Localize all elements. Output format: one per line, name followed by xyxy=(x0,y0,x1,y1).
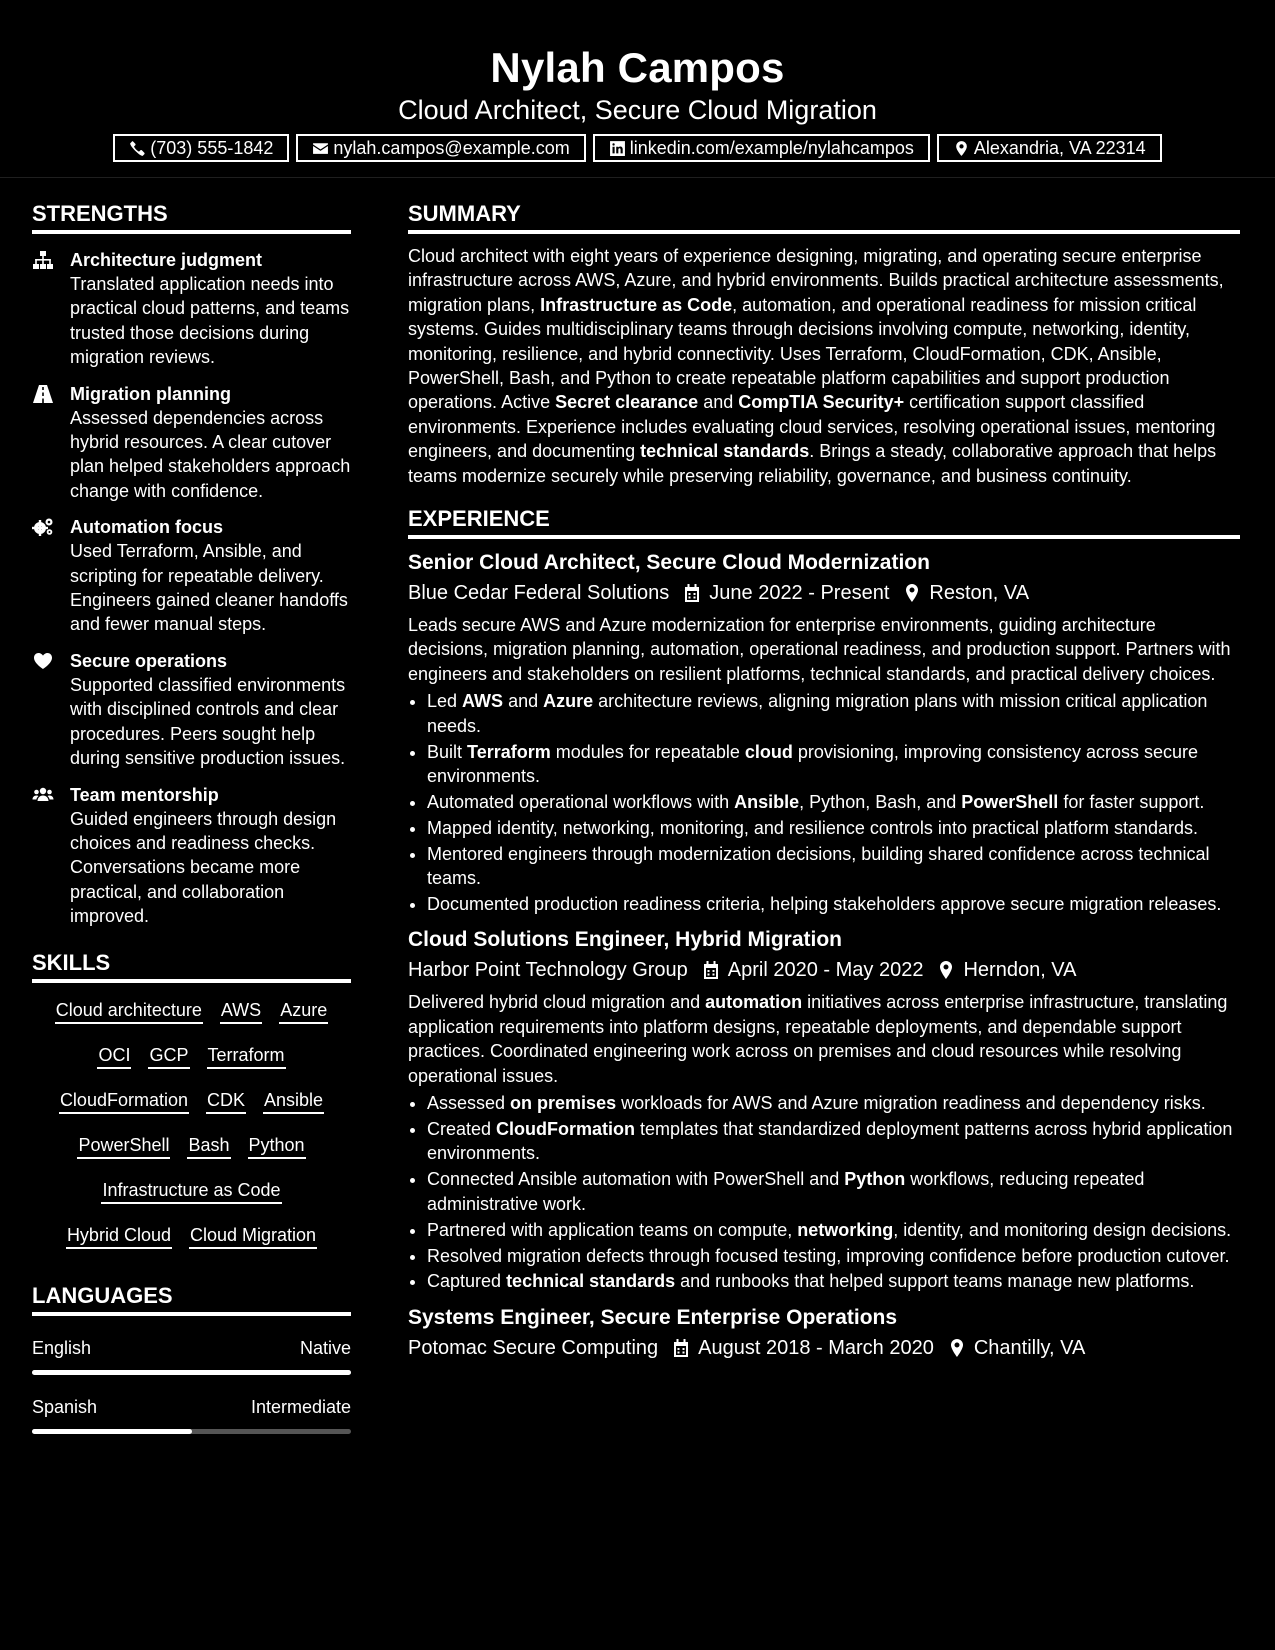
text-run: architecture reviews, aligning migration plans with mission critical application needs. xyxy=(427,691,1208,736)
skill-row xyxy=(32,1088,351,1114)
text-run: and xyxy=(503,691,544,712)
text-run: Leads secure AWS and Azure modernization for enterprise environments, guiding architecture decisions, migration planning, automation, operational readiness, and production support. Partners with engineers and stakeholders on resilient platforms, technical standards, and practical delivery choices. xyxy=(408,615,1231,684)
skill-tag: Cloud architecture xyxy=(55,998,203,1024)
text-run: Resolved migration defects through focused testing, improving confidence before production cutover. xyxy=(427,1245,1230,1266)
bullet-item xyxy=(427,842,1240,891)
gears-icon xyxy=(32,517,54,537)
proficiency-bar xyxy=(32,1429,351,1434)
skills-list xyxy=(32,998,351,1249)
languages-list xyxy=(32,1336,351,1434)
skill-row xyxy=(32,1043,351,1069)
map-pin-icon xyxy=(903,583,921,603)
proficiency-bar xyxy=(32,1370,351,1375)
strength-desc: Supported classified environments with disciplined controls and clear procedures. Peers sought help during sensitive production issues. xyxy=(70,674,346,769)
job-bullets xyxy=(408,1091,1240,1294)
skill-tag: Infrastructure as Code xyxy=(101,1178,281,1204)
company-name: Potomac Secure Computing xyxy=(408,1336,659,1359)
calendar-icon xyxy=(702,960,720,980)
text-run: and xyxy=(698,392,739,413)
text-run: initiatives across enterprise infrastructure, translating application requirements into platform designs, repeatable deployments, and dependable support practices. Coordinated engineering work across on premises and cloud resources while resolving operational issues. xyxy=(408,992,1228,1086)
bold-text: AWS xyxy=(462,691,504,712)
job-location: Chantilly, VA xyxy=(973,1336,1086,1359)
strength-title: Automation focus xyxy=(70,517,223,538)
bullet-item xyxy=(427,1117,1240,1166)
text-run: and runbooks that helped support teams manage new platforms. xyxy=(675,1271,1195,1292)
text-run: Delivered hybrid cloud migration and xyxy=(408,992,706,1013)
text-run: Documented production readiness criteria, helping stakeholders approve secure migration releases. xyxy=(427,894,1222,915)
strengths-heading: STRENGTHS xyxy=(32,200,351,234)
map-pin-icon xyxy=(937,960,955,980)
linkedin-text: linkedin.com/example/nylahcampos xyxy=(629,137,914,158)
text-run: Led xyxy=(427,691,463,712)
envelope-icon xyxy=(312,140,329,157)
strength-item xyxy=(32,382,351,504)
resume-header xyxy=(0,0,1275,178)
strength-desc: Assessed dependencies across hybrid resources. A clear cutover plan helped stakeholders approach change with confidence. xyxy=(70,407,351,501)
skill-tag: Azure xyxy=(279,998,328,1024)
strength-title: Migration planning xyxy=(70,383,231,404)
text-run: for faster support. xyxy=(1058,791,1205,812)
text-run: modules for repeatable xyxy=(550,741,745,762)
bold-text: CloudFormation xyxy=(496,1118,636,1139)
contact-phone[interactable] xyxy=(113,134,289,162)
map-pin-icon xyxy=(948,1338,966,1358)
job-meta xyxy=(408,956,1240,984)
bullet-item xyxy=(427,740,1240,789)
skill-tag: PowerShell xyxy=(77,1133,170,1159)
text-run: Cloud architect with eight years of experience designing, migrating, and operating secure enterprise infrastructure across AWS, Azure, and hybrid environments. Builds practical architecture assessments, migration plans, xyxy=(408,246,1224,315)
text-run: , automation, and operational readiness for mission critical systems. Guides multidisciplinary teams through decisions involving compute, networking, identity, monitoring, resilience, and hybrid connectivity. Uses Terraform, CloudFormation, CDK, Ansible, PowerShell, Bash, and Python to create repeatable platform capabilities and support production operations. Active xyxy=(408,294,1197,413)
job-entry xyxy=(408,1304,1240,1362)
job-location: Herndon, VA xyxy=(963,959,1077,982)
text-run: Connected Ansible automation with PowerShell and xyxy=(427,1169,845,1190)
text-run: workloads for AWS and Azure migration readiness and dependency risks. xyxy=(616,1093,1206,1114)
contact-email[interactable] xyxy=(296,134,585,162)
job-meta xyxy=(408,1334,1240,1362)
strengths-list xyxy=(32,248,351,929)
text-run: Mentored engineers through modernization decisions, building shared confidence across technical teams. xyxy=(427,843,1210,889)
bullet-item xyxy=(427,1269,1240,1293)
skill-tag: OCI xyxy=(97,1043,131,1069)
bold-text: technical standards xyxy=(506,1271,676,1292)
languages-heading: LANGUAGES xyxy=(32,1282,351,1316)
skill-tag: Ansible xyxy=(263,1088,324,1114)
language-level: Native xyxy=(299,1337,351,1358)
left-column xyxy=(32,200,351,1434)
job-location: Reston, VA xyxy=(929,582,1030,605)
skill-row xyxy=(32,1223,351,1249)
company-name: Blue Cedar Federal Solutions xyxy=(408,582,670,605)
language-name: English xyxy=(32,1337,92,1358)
bold-text: Infrastructure as Code xyxy=(540,294,733,315)
heart-icon xyxy=(32,651,54,671)
bold-text: cloud xyxy=(744,741,793,762)
text-run: workflows, reducing repeated administrative work. xyxy=(427,1169,1145,1214)
text-run: , Python, Bash, and xyxy=(799,791,962,812)
proficiency-fill xyxy=(32,1429,192,1434)
strength-title: Team mentorship xyxy=(70,784,219,805)
job-dates: August 2018 - March 2020 xyxy=(698,1336,934,1359)
skill-tag: Hybrid Cloud xyxy=(66,1223,172,1249)
bold-text: technical standards xyxy=(640,441,810,462)
bold-text: Python xyxy=(844,1169,906,1190)
phone-text: (703) 555-1842 xyxy=(150,137,274,158)
company-name: Harbor Point Technology Group xyxy=(408,959,688,982)
users-icon xyxy=(32,785,54,805)
bold-text: PowerShell xyxy=(961,791,1059,812)
strength-desc: Used Terraform, Ansible, and scripting for repeatable delivery. Engineers gained cleaner handoffs and fewer manual steps. xyxy=(70,541,348,635)
strength-item xyxy=(32,649,351,771)
strength-item xyxy=(32,248,351,370)
bold-text: Azure xyxy=(543,691,594,712)
bold-text: on premises xyxy=(510,1093,617,1114)
job-dates: April 2020 - May 2022 xyxy=(727,959,924,982)
strength-title: Architecture judgment xyxy=(70,250,263,270)
language-name: Spanish xyxy=(32,1396,98,1417)
experience-heading: EXPERIENCE xyxy=(408,505,1240,539)
skill-row xyxy=(32,1178,351,1204)
bold-text: Terraform xyxy=(467,741,551,762)
candidate-name: Nylah Campos xyxy=(490,44,785,91)
bullet-item xyxy=(427,1091,1240,1115)
calendar-icon xyxy=(683,583,701,603)
job-title: Cloud Solutions Engineer, Hybrid Migration xyxy=(408,928,843,952)
text-run: Assessed xyxy=(427,1093,511,1114)
skill-row xyxy=(32,1133,351,1159)
text-run: , identity, and monitoring design decisions. xyxy=(893,1219,1232,1240)
skill-tag: Terraform xyxy=(207,1043,286,1069)
text-run: Partnered with application teams on compute, xyxy=(427,1219,798,1240)
strength-title: Secure operations xyxy=(70,650,228,671)
summary-text xyxy=(408,244,1240,488)
language-row xyxy=(32,1336,351,1360)
proficiency-fill xyxy=(32,1370,351,1375)
text-run: templates that standardized deployment patterns across hybrid application environments. xyxy=(427,1118,1233,1164)
job-title: Senior Cloud Architect, Secure Cloud Modernization xyxy=(408,551,930,575)
text-run: . Brings a steady, collaborative approach that helps teams modernize securely while preserving reliability, governance, and business continuity. xyxy=(408,441,1217,486)
candidate-title: Cloud Architect, Secure Cloud Migration xyxy=(398,95,877,125)
skill-tag: CloudFormation xyxy=(59,1088,189,1114)
road-icon xyxy=(32,384,54,404)
skill-tag: AWS xyxy=(220,998,262,1024)
bullet-item xyxy=(427,1244,1240,1268)
bold-text: Ansible xyxy=(734,791,800,812)
map-pin-icon xyxy=(953,140,970,157)
contact-location[interactable] xyxy=(937,134,1162,162)
language-level: Intermediate xyxy=(250,1396,351,1417)
calendar-icon xyxy=(672,1338,690,1358)
text-run: Built xyxy=(427,741,468,762)
sitemap-icon xyxy=(32,250,54,270)
bold-text: CompTIA Security+ xyxy=(738,392,905,413)
phone-icon xyxy=(129,140,146,157)
contact-bar xyxy=(0,134,1275,162)
strength-desc: Guided engineers through design choices and readiness checks. Conversations became more practical, and collaboration improved. xyxy=(70,808,337,927)
bold-text: networking xyxy=(797,1219,894,1240)
job-description xyxy=(408,990,1240,1088)
location-text: Alexandria, VA 22314 xyxy=(973,137,1146,158)
text-run: Created xyxy=(427,1118,497,1139)
language-row xyxy=(32,1395,351,1419)
contact-linkedin[interactable] xyxy=(593,134,930,162)
strength-desc: Translated application needs into practical cloud patterns, and teams trusted those decisions during migration reviews. xyxy=(70,274,350,368)
bullet-item xyxy=(427,1218,1240,1242)
bold-text: Secret clearance xyxy=(555,392,699,413)
bullet-item xyxy=(427,689,1240,738)
language-item xyxy=(32,1336,351,1375)
job-title: Systems Engineer, Secure Enterprise Operations xyxy=(408,1305,898,1329)
bullet-item xyxy=(427,1167,1240,1216)
text-run: Captured xyxy=(427,1271,507,1292)
text-run: provisioning, improving consistency across secure environments. xyxy=(427,741,1199,786)
strength-item xyxy=(32,515,351,637)
bullet-item xyxy=(427,892,1240,916)
job-entry xyxy=(408,549,1240,916)
text-run: Mapped identity, networking, monitoring, and resilience controls into practical platform standards. xyxy=(427,817,1199,838)
strength-item xyxy=(32,783,351,929)
skill-tag: GCP xyxy=(148,1043,189,1069)
job-description xyxy=(408,613,1240,686)
skill-tag: Python xyxy=(248,1133,306,1159)
job-entry xyxy=(408,926,1240,1293)
language-item xyxy=(32,1395,351,1434)
experience-list xyxy=(408,549,1240,1362)
bullet-item xyxy=(427,816,1240,840)
bullet-item xyxy=(427,790,1240,814)
text-run: Automated operational workflows with xyxy=(427,791,735,812)
job-meta xyxy=(408,579,1240,607)
summary-heading: SUMMARY xyxy=(408,200,1240,234)
linkedin-icon xyxy=(609,140,626,157)
job-dates: June 2022 - Present xyxy=(709,582,890,605)
job-bullets xyxy=(408,689,1240,916)
skill-tag: CDK xyxy=(206,1088,246,1114)
bold-text: automation xyxy=(705,992,803,1013)
right-column xyxy=(408,200,1240,1362)
skills-heading: SKILLS xyxy=(32,949,351,983)
skill-tag: Bash xyxy=(187,1133,230,1159)
email-text: nylah.campos@example.com xyxy=(333,137,570,158)
skill-row xyxy=(32,998,351,1024)
text-run: certification support classified environments. Experience includes evaluating cloud services, resolving operational issues, mentoring engineers, and documenting xyxy=(408,392,1216,462)
skill-tag: Cloud Migration xyxy=(189,1223,317,1249)
